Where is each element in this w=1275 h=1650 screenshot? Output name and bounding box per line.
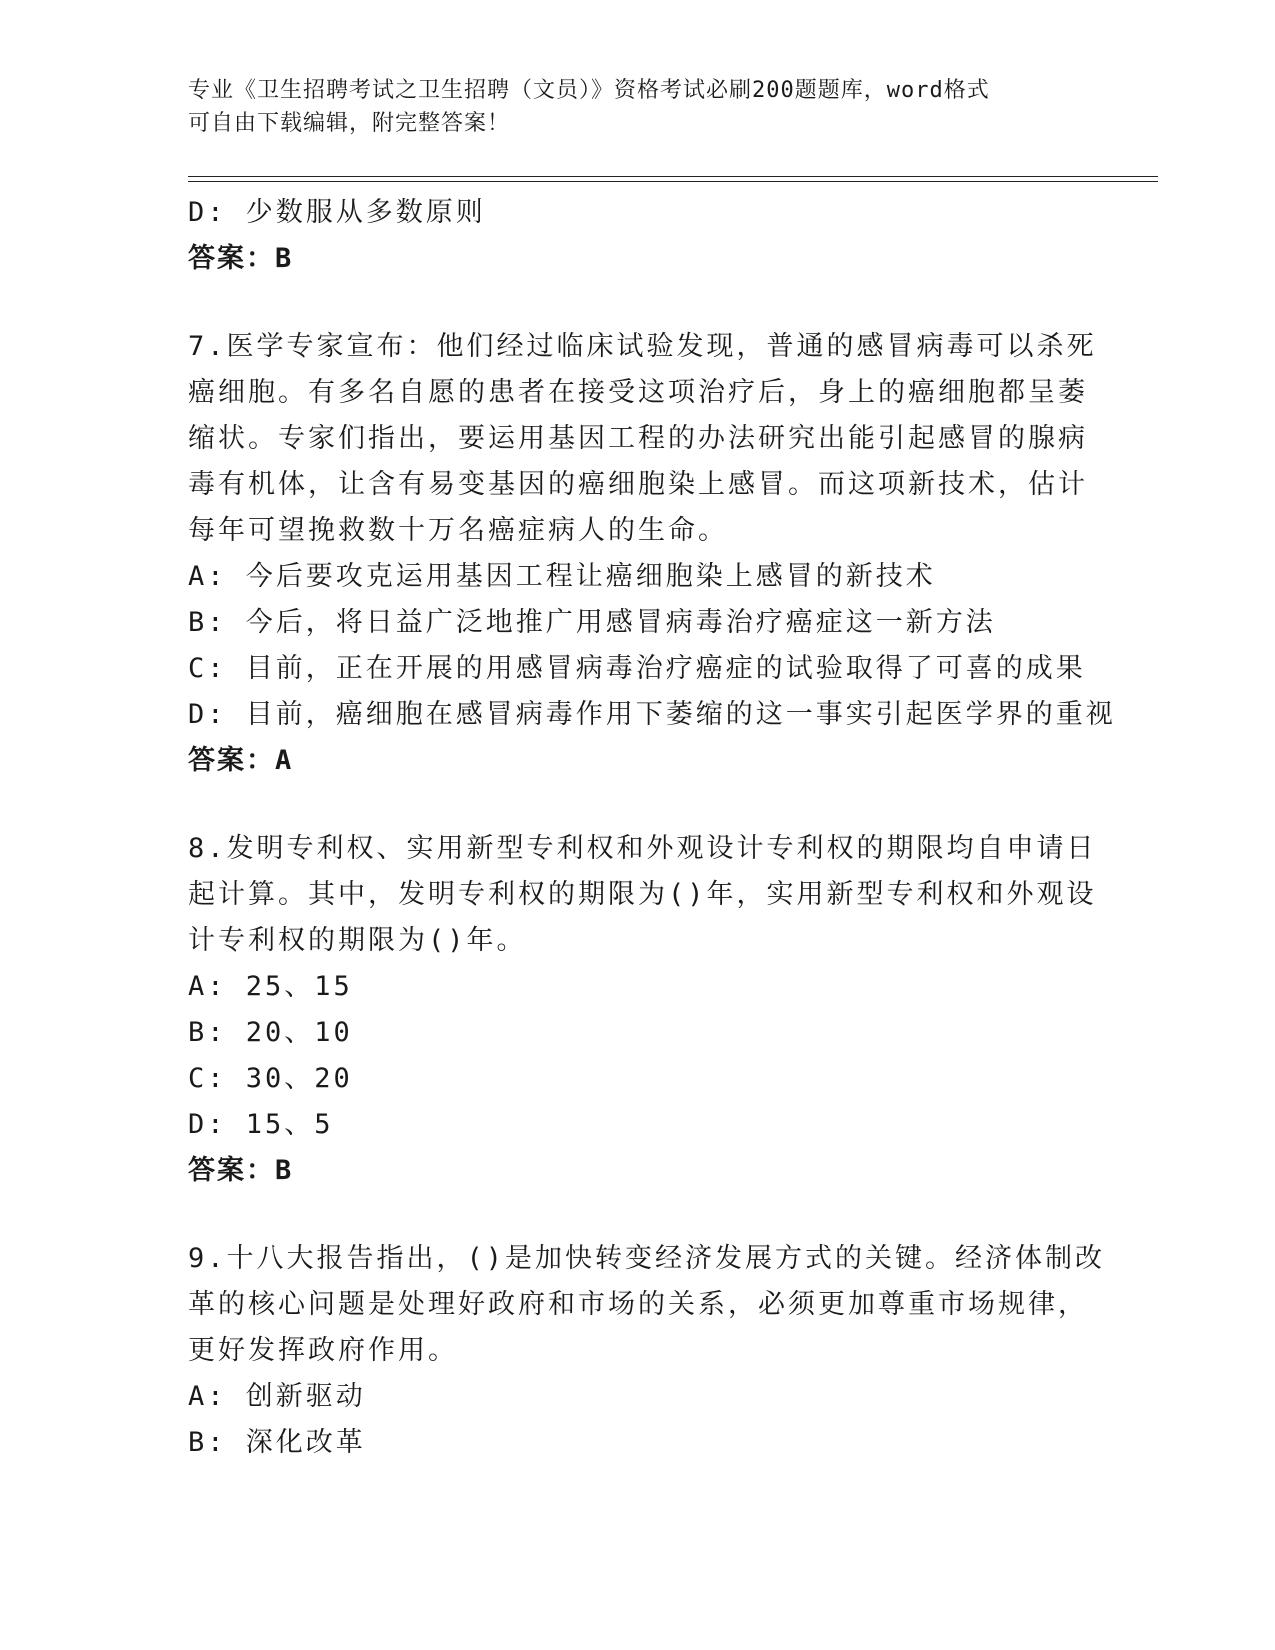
question-stem-line: 9.十八大报告指出，()是加快转变经济发展方式的关键。经济体制改	[188, 1243, 1106, 1274]
question-stem-line: 7.医学专家宣布：他们经过临床试验发现，普通的感冒病毒可以杀死	[188, 331, 1097, 362]
question-stem-line: 8.发明专利权、实用新型专利权和外观设计专利权的期限均自申请日	[188, 833, 1097, 864]
option-c: C: 目前，正在开展的用感冒病毒治疗癌症的试验取得了可喜的成果	[188, 653, 1086, 684]
question-stem-line: 毒有机体，让含有易变基因的癌细胞染上感冒。而这项新技术，估计	[188, 469, 1088, 500]
option-b: B: 深化改革	[188, 1427, 366, 1458]
question-stem-line: 起计算。其中，发明专利权的期限为()年，实用新型专利权和外观设	[188, 879, 1097, 910]
document-body	[188, 190, 1116, 1466]
option-d: D: 目前，癌细胞在感冒病毒作用下萎缩的这一事实引起医学界的重视	[188, 699, 1116, 730]
question-stem-line: 癌细胞。有多名自愿的患者在接受这项治疗后，身上的癌细胞都呈萎	[188, 377, 1088, 408]
header-line-1: 专业《卫生招聘考试之卫生招聘（文员）》资格考试必刷200题题库，word格式	[188, 78, 990, 103]
question-stem-line: 每年可望挽救数十万名癌症病人的生命。	[188, 515, 728, 546]
spacer	[188, 784, 1078, 826]
option-b: B: 今后，将日益广泛地推广用感冒病毒治疗癌症这一新方法	[188, 607, 996, 638]
question-stem-line: 革的核心问题是处理好政府和市场的关系，必须更加尊重市场规律，	[188, 1289, 1088, 1320]
header-line-2: 可自由下载编辑，附完整答案！	[188, 111, 511, 136]
header-divider	[188, 176, 1158, 182]
page-header	[188, 74, 1088, 140]
question-6-tail	[188, 190, 1078, 282]
spacer	[188, 282, 1078, 324]
question-stem-line: 更好发挥政府作用。	[188, 1335, 458, 1366]
option-b: B: 20、10	[188, 1017, 353, 1048]
option-d: D: 15、5	[188, 1109, 334, 1140]
option-c: C: 30、20	[188, 1063, 353, 1094]
question-stem-line: 计专利权的期限为()年。	[188, 925, 527, 956]
answer-label: 答案：B	[188, 1155, 294, 1186]
option-a: A: 创新驱动	[188, 1381, 366, 1412]
option-d: D: 少数服从多数原则	[188, 197, 486, 228]
answer-label: 答案：B	[188, 243, 294, 274]
answer-label: 答案：A	[188, 745, 294, 776]
option-a: A: 今后要攻克运用基因工程让癌细胞染上感冒的新技术	[188, 561, 936, 592]
question-7	[188, 324, 1116, 784]
question-9	[188, 1236, 1106, 1466]
option-a: A: 25、15	[188, 971, 353, 1002]
question-stem-line: 缩状。专家们指出，要运用基因工程的办法研究出能引起感冒的腺病	[188, 423, 1088, 454]
spacer	[188, 1194, 1078, 1236]
question-8	[188, 826, 1097, 1194]
